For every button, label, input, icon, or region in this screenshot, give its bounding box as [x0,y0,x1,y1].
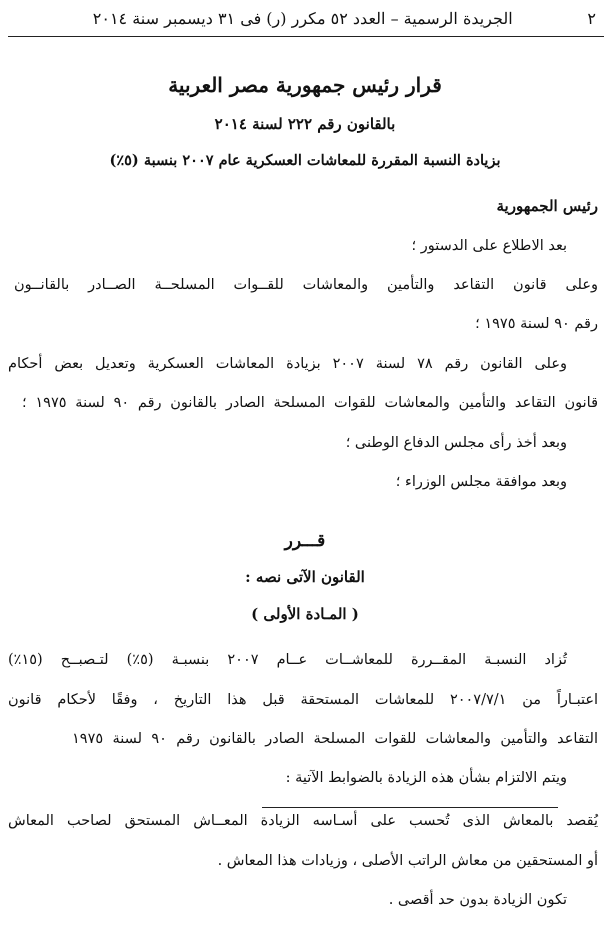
article-text-line: تُزاد النسبـة المقــررة للمعاشــات عــام ٢٠٠٧ بنسبـة (٥٪) لتـصبــح (١٥٪) [8,652,567,668]
preamble-paragraph: وعلى قانون التقاعد والتأمين والمعاشات للقــوات المسلحــة الصــادر بالقانــون [14,277,598,293]
article-text-line: يُقصد بالمعاش الذى تُحسب على أسـاسه الزيادة المعــاش المستحق لصاحب المعاش [8,813,598,829]
underline-rule [262,807,558,808]
article-text-line: اعتبـاراً من ٢٠٠٧/٧/١ للمعاشات المستحقة قبل هذا التاريخ ، وفقًا لأحكام قانون [8,692,599,708]
decision-word: قـــرر [284,531,326,551]
law-number: بالقانون رقم ٢٢٢ لسنة ٢٠١٤ [214,115,396,133]
article-text-line: ويتم الالتزام بشأن هذه الزيادة بالضوابط الآتية : [285,770,567,786]
preamble-paragraph: رقم ٩٠ لسنة ١٩٧٥ ؛ [475,316,598,332]
running-title: الجريدة الرسمية – العدد ٥٢ مكرر (ر) فى ٣١ ديسمبر سنة ٢٠١٤ [92,8,513,28]
article-text-line: أو المستحقين من معاش الراتب الأصلى ، وزيادات هذا المعاش . [217,853,598,869]
preamble-paragraph: بعد الاطلاع على الدستور ؛ [411,238,567,254]
issuer-label: رئيس الجمهورية [496,197,598,215]
preamble-paragraph: وعلى القانون رقم ٧٨ لسنة ٢٠٠٧ بزيادة المعاشات العسكرية وتعديل بعض أحكام [8,356,567,372]
preamble-paragraph: قانون التقاعد والتأمين والمعاشات للقوات المسلحة الصادر بالقانون رقم ٩٠ لسنة ١٩٧٥ ؛ [22,395,598,411]
preamble-paragraph: وبعد موافقة مجلس الوزراء ؛ [395,474,567,490]
running-header [8,6,604,30]
decree-subject: بزيادة النسبة المقررة للمعاشات العسكرية عام ٢٠٠٧ بنسبة (٥٪) [109,152,501,169]
article-text-line: التقاعد والتأمين والمعاشات للقوات المسلحة الصادر بالقانون رقم ٩٠ لسنة ١٩٧٥ [72,731,598,747]
preamble-paragraph: وبعد أخذ رأى مجلس الدفاع الوطنى ؛ [345,435,567,451]
page-number: ٢ [587,8,596,28]
law-text-label: القانون الآتى نصه : [245,568,365,586]
article-heading: ( المـادة الأولى ) [251,605,359,623]
header-rule [8,36,604,37]
decree-title: قرار رئيس جمهورية مصر العربية [168,73,442,97]
article-text-line: تكون الزيادة بدون حد أقصى . [388,892,567,908]
